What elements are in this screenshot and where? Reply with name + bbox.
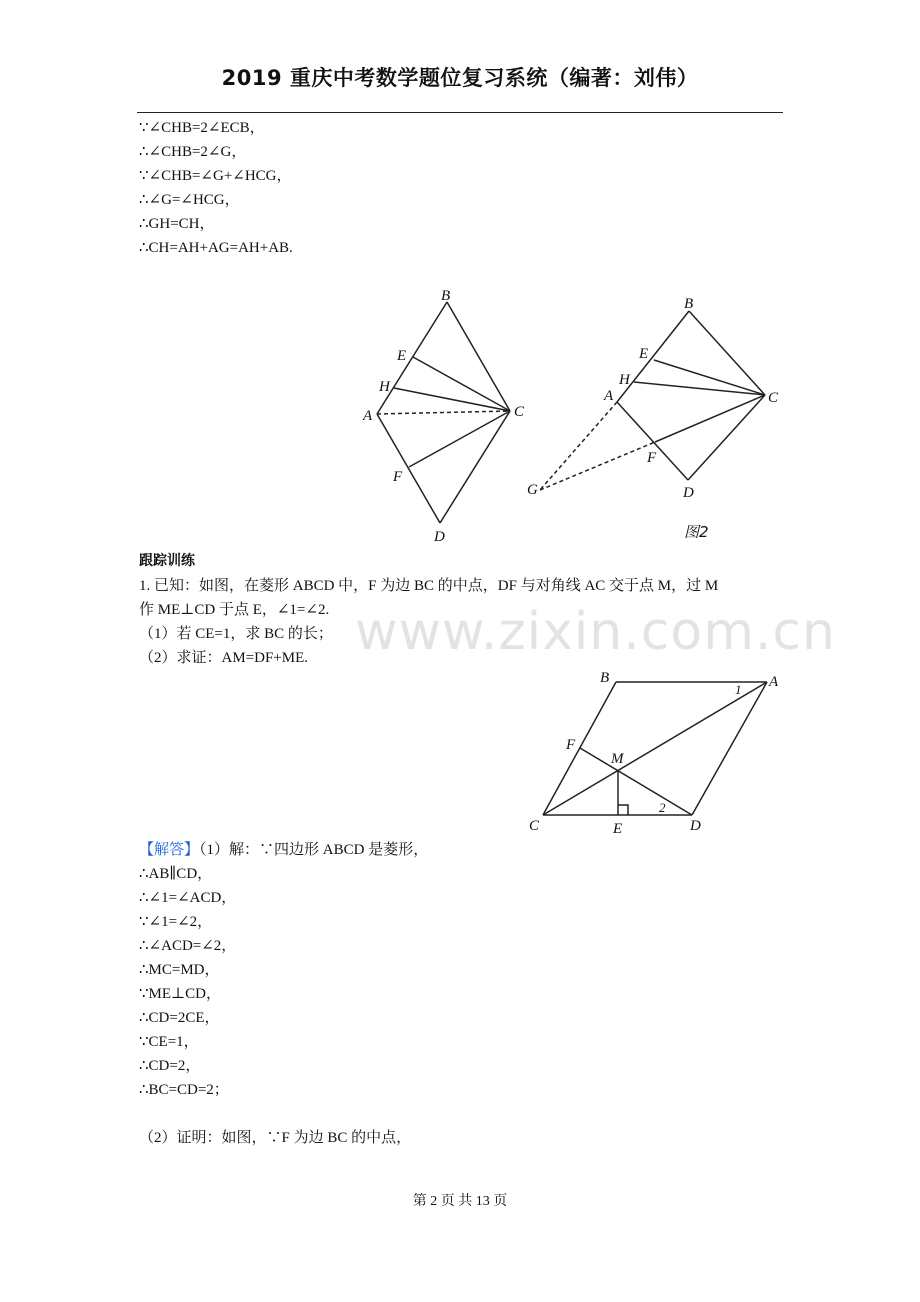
problem-line: 1. 已知：如图，在菱形 ABCD 中，F 为边 BC 的中点，DF 与对角线 AC 交于点 M，过 M bbox=[139, 578, 719, 594]
label-f: F bbox=[647, 450, 657, 466]
segment-hc bbox=[394, 388, 510, 411]
label-h: H bbox=[379, 379, 390, 395]
header-rule bbox=[137, 112, 783, 113]
solution-step: ∴CD=2CE， bbox=[139, 1010, 220, 1026]
label-f: F bbox=[393, 469, 403, 485]
proof-line: ∴∠G=∠HCG， bbox=[139, 192, 240, 208]
segment-ba bbox=[617, 311, 689, 402]
segment-ad bbox=[617, 402, 688, 480]
label-b: B bbox=[600, 670, 610, 686]
segment-fd bbox=[580, 748, 692, 815]
label-c: C bbox=[768, 390, 779, 406]
label-c: C bbox=[514, 404, 525, 420]
label-f: F bbox=[566, 737, 576, 753]
problem-line: 作 ME⊥CD 于点 E，∠1=∠2. bbox=[139, 602, 330, 618]
solution-intro bbox=[139, 840, 428, 860]
solution-part-2: （2）证明：如图，∵F 为边 BC 的中点， bbox=[139, 1130, 412, 1146]
segment-ag-dashed bbox=[540, 402, 617, 490]
right-angle-mark bbox=[618, 805, 628, 815]
figure-3 bbox=[525, 665, 787, 837]
answer-tag: 【解答】 bbox=[139, 842, 200, 858]
proof-line: ∴CH=AH+AG=AH+AB. bbox=[139, 240, 293, 256]
label-h: H bbox=[619, 372, 630, 388]
page-title: 2019 重庆中考数学题位复习系统（编著：刘伟） bbox=[221, 66, 699, 90]
label-e: E bbox=[639, 346, 649, 362]
proof-line: ∴GH=CH， bbox=[139, 216, 215, 232]
solution-step: ∴∠1=∠ACD， bbox=[139, 890, 237, 906]
solution-step: ∵CE=1， bbox=[139, 1034, 199, 1050]
segment-ec bbox=[413, 357, 510, 411]
solution-step: ∴CD=2， bbox=[139, 1058, 201, 1074]
segment-bc bbox=[447, 302, 510, 411]
solution-step: ∴BC=CD=2； bbox=[139, 1082, 229, 1098]
angle-1-label: 1 bbox=[735, 682, 742, 697]
page-footer: 第 2 页 共 13 页 bbox=[412, 1194, 508, 1209]
solution-step: ∵ME⊥CD， bbox=[139, 986, 221, 1002]
label-d: D bbox=[690, 818, 701, 834]
label-b: B bbox=[684, 296, 694, 312]
label-e: E bbox=[613, 821, 623, 837]
label-d: D bbox=[434, 529, 445, 545]
segment-gf-dashed bbox=[540, 442, 655, 490]
label-g: G bbox=[527, 482, 538, 498]
segment-fc bbox=[655, 395, 765, 442]
label-c: C bbox=[529, 818, 540, 834]
segment-ba bbox=[377, 302, 447, 414]
proof-line: ∵∠CHB=2∠ECB， bbox=[139, 120, 265, 136]
label-a: A bbox=[769, 674, 779, 690]
segment-dc bbox=[440, 411, 510, 523]
segment-ad bbox=[377, 414, 440, 523]
figure-2-caption: 图2 bbox=[684, 523, 709, 541]
segment-fc bbox=[409, 411, 510, 467]
figure-1 bbox=[355, 283, 535, 548]
segment-bc bbox=[543, 682, 616, 815]
segment-da bbox=[692, 682, 767, 815]
segment-ca bbox=[543, 682, 767, 815]
proof-line: ∵∠CHB=∠G+∠HCG， bbox=[139, 168, 292, 184]
problem-part-2: （2）求证：AM=DF+ME. bbox=[139, 650, 309, 666]
solution-step: ∴∠ACD=∠2， bbox=[139, 938, 237, 954]
label-d: D bbox=[683, 485, 694, 501]
segment-dc bbox=[688, 395, 765, 480]
watermark: www.zixin.com.cn bbox=[355, 602, 836, 662]
solution-first-line: （1）解：∵四边形 ABCD 是菱形， bbox=[199, 842, 429, 858]
section-heading: 跟踪训练 bbox=[139, 553, 195, 569]
segment-ac-dashed bbox=[377, 411, 510, 414]
problem-part-1: （1）若 CE=1，求 BC 的长； bbox=[139, 626, 333, 642]
solution-step: ∴MC=MD， bbox=[139, 962, 220, 978]
solution-step: ∴AB∥CD， bbox=[139, 866, 213, 882]
solution-step: ∵∠1=∠2， bbox=[139, 914, 213, 930]
label-a: A bbox=[363, 408, 373, 424]
label-e: E bbox=[397, 348, 407, 364]
angle-2-label: 2 bbox=[659, 800, 666, 815]
figure-2 bbox=[522, 290, 787, 545]
label-a: A bbox=[604, 388, 614, 404]
label-b: B bbox=[441, 288, 451, 304]
proof-line: ∴∠CHB=2∠G， bbox=[139, 144, 247, 160]
label-m: M bbox=[611, 751, 624, 767]
